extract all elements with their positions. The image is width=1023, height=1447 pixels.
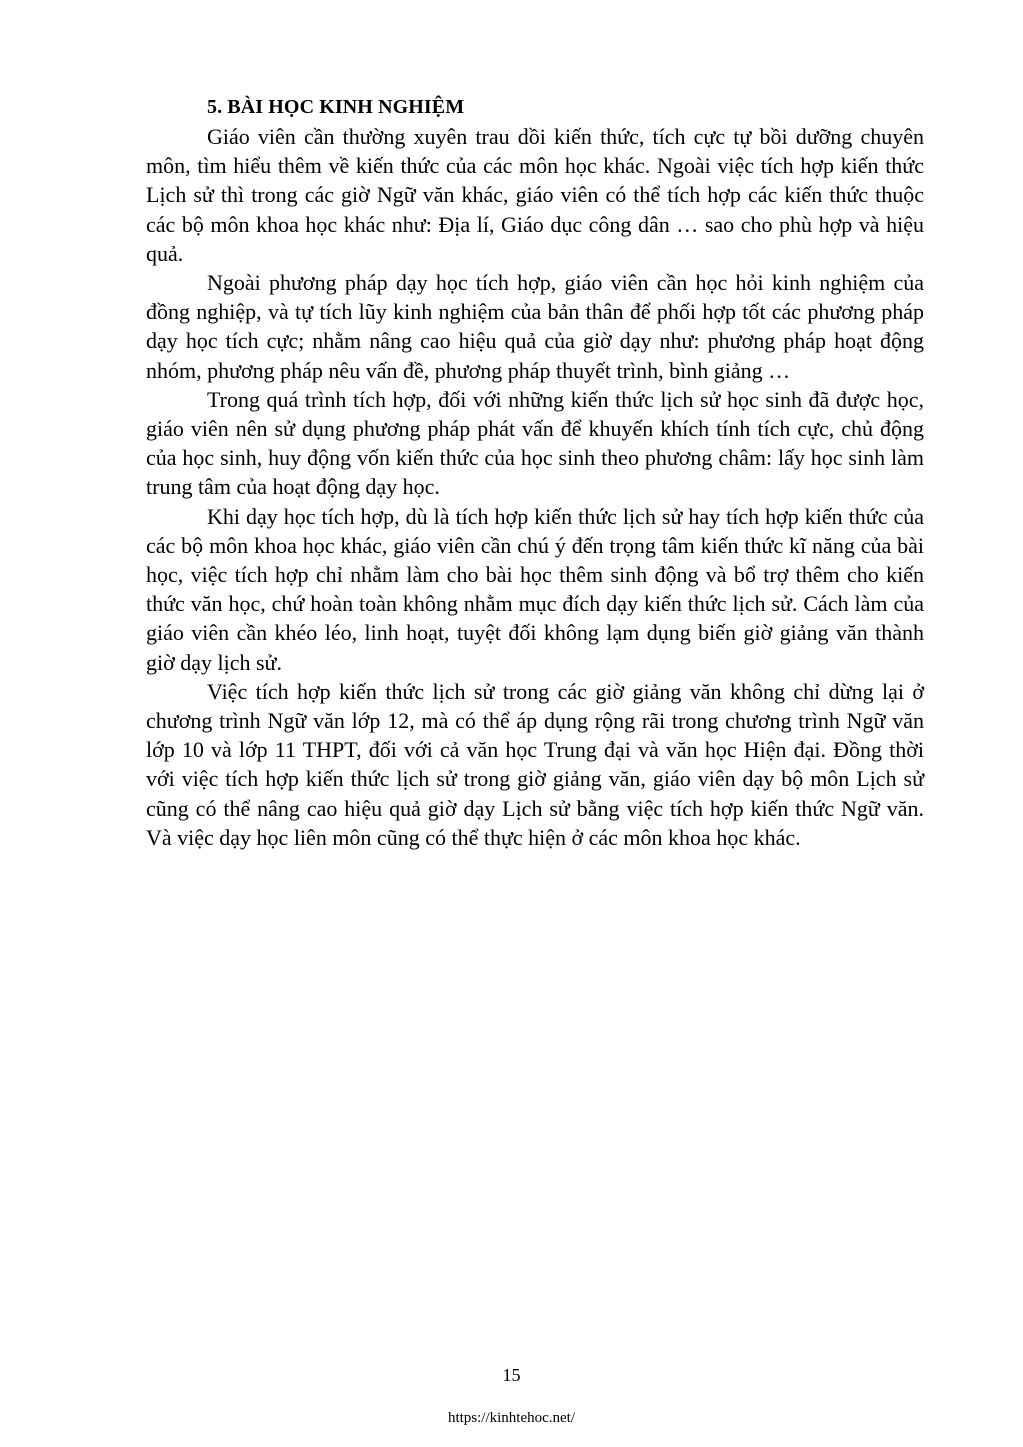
paragraph-1: Giáo viên cần thường xuyên trau dồi kiến thức, tích cực tự bồi dưỡng chuyên môn, tìm hiểu thêm về kiến thức của các môn học khác. Ngoài việc tích hợp kiến thức Lịch sử thì trong các giờ Ngữ văn khác, giáo viên có thể tích hợp các kiến thức thuộc các bộ môn khoa học khác như: Địa lí, Giáo dục công dân … sao cho phù hợp và hiệu quả.: [146, 124, 924, 266]
paragraph-4: Khi dạy học tích hợp, dù là tích hợp kiến thức lịch sử hay tích hợp kiến thức của các bộ môn khoa học khác, giáo viên cần chú ý đến trọng tâm kiến thức kĩ năng của bài học, việc tích hợp chỉ nhằm làm cho bài học thêm sinh động và bổ trợ thêm cho kiến thức văn học, chứ hoàn toàn không nhằm mục đích dạy kiến thức lịch sử. Cách làm của giáo viên cần khéo léo, linh hoạt, tuyệt đối không lạm dụng biến giờ giảng văn thành giờ dạy lịch sử.: [146, 503, 924, 675]
paragraph-5: Việc tích hợp kiến thức lịch sử trong các giờ giảng văn không chỉ dừng lại ở chương trình Ngữ văn lớp 12, mà có thể áp dụng rộng rãi trong chương trình Ngữ văn lớp 10 và lớp 11 THPT, đối với cả văn học Trung đại và văn học Hiện đại. Đồng thời với việc tích hợp kiến thức lịch sử trong giờ giảng văn, giáo viên dạy bộ môn Lịch sử cũng có thể nâng cao hiệu quả giờ dạy Lịch sử bằng việc tích hợp kiến thức Ngữ văn. Và việc dạy học liên môn cũng có thể thực hiện ở các môn khoa học khác.: [146, 678, 924, 850]
footer-url: https://kinhtehoc.net/: [447, 1410, 576, 1426]
paragraph-3: Trong quá trình tích hợp, đối với những kiến thức lịch sử học sinh đã được học, giáo viên nên sử dụng phương pháp phát vấn để khuyến khích tính tích cực, chủ động của học sinh, huy động vốn kiến thức của học sinh theo phương châm: lấy học sinh làm trung tâm của hoạt động dạy học.: [146, 386, 924, 500]
section-heading: 5. BÀI HỌC KINH NGHIỆM: [207, 96, 465, 118]
page-number: 15: [502, 1365, 521, 1385]
paragraph-2: Ngoài phương pháp dạy học tích hợp, giáo viên cần học hỏi kinh nghiệm của đồng nghiệp, và tự tích lũy kinh nghiệm của bản thân để phối hợp tốt các phương pháp dạy học tích cực; nhằm nâng cao hiệu quả của giờ dạy như: phương pháp hoạt động nhóm, phương pháp nêu vấn đề, phương pháp thuyết trình, bình giảng …: [146, 270, 924, 383]
document-body: [146, 93, 924, 852]
